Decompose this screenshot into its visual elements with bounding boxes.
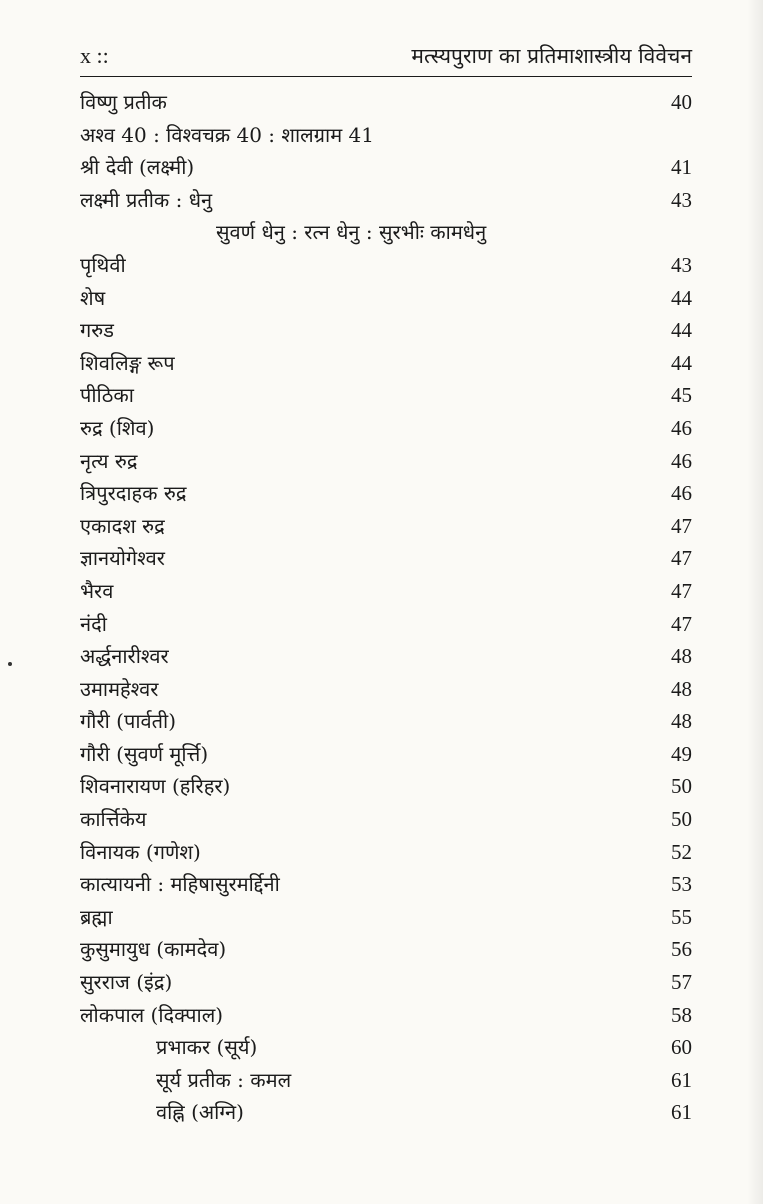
toc-entry-title: एकादश रुद्र [80,513,165,538]
toc-entry-title: शिवलिङ्ग रूप [80,350,175,375]
toc-entry-title: सुवर्ण धेनु : रत्न धेनु : सुरभीः कामधेनु [216,220,487,245]
toc-entry-page: 47 [671,513,692,538]
toc-entry-title: ज्ञानयोगेश्वर [80,546,165,571]
toc-entry [80,314,692,347]
toc-entry-title: नंदी [80,611,107,636]
toc-entry-title: कात्यायनी : महिषासुरमर्द्दिनी [80,872,280,897]
toc-entry-page: 55 [671,904,692,929]
page-edge-shadow [747,0,763,1204]
toc-entry-page: 46 [671,415,692,440]
toc-entry-title: विनायक (गणेश) [80,839,201,864]
toc-entry-title: अर्द्धनारीश्वर [80,644,169,669]
toc-entry-page: 50 [671,774,692,799]
toc-entry-title: शिवनारायण (हरिहर) [80,774,231,799]
running-title: मत्स्यपुराण का प्रतिमाशास्त्रीय विवेचन [411,44,692,68]
toc-entry-page: 44 [671,350,692,375]
toc-entry [80,868,692,901]
toc-entry [80,1031,692,1064]
toc-entry-page: 48 [671,644,692,669]
toc-entry-page: 49 [671,741,692,766]
toc-entry [80,184,692,217]
toc-entry [80,640,692,673]
toc-entry [80,608,692,641]
toc-entry-title: विष्णु प्रतीक [80,90,167,114]
toc-entry-page: 48 [671,676,692,701]
page-header [80,40,692,77]
toc-entry-title: प्रभाकर (सूर्य) [156,1035,258,1060]
toc-entry-page: 47 [671,578,692,603]
toc-entry [80,999,692,1032]
toc-entry-title: उमामहेश्वर [80,676,159,701]
toc-entry-page: 47 [671,546,692,571]
toc-entry-title: शेष [80,285,106,310]
toc-entry-title: कार्त्तिकेय [80,807,147,832]
toc-entry-page: 50 [671,807,692,832]
toc-entry-title: पीठिका [80,383,134,408]
toc-entry-page: 46 [671,448,692,473]
toc-entry-title: गौरी (सुवर्ण मूर्त्ति) [80,741,209,766]
toc-entry [80,119,692,152]
toc-entry [80,249,692,282]
toc-entry-title: त्रिपुरदाहक रुद्र [80,481,187,506]
toc-entry [80,151,692,184]
toc-entry-page: 44 [671,318,692,343]
toc-entry-title: लक्ष्मी प्रतीक : धेनु [80,187,213,212]
toc-entry-title: पृथिवी [80,252,126,277]
toc-entry-page: 57 [671,970,692,995]
toc-entry-title: श्री देवी (लक्ष्मी) [80,155,195,180]
toc-entry [80,412,692,445]
toc-entry-page: 43 [671,187,692,212]
toc-entry [80,1096,692,1129]
toc-entry-title: लोकपाल (दिक्पाल) [80,1002,224,1027]
toc-entry-page: 47 [671,611,692,636]
toc-entry [80,216,692,249]
toc-entry-page: 46 [671,481,692,506]
toc-entry [80,901,692,934]
toc-entry-page: 56 [671,937,692,962]
toc-entry-page: 60 [671,1035,692,1060]
toc-entry [80,738,692,771]
stray-ink-dot [8,662,12,666]
toc-entry [80,445,692,478]
toc-entry [80,86,692,119]
toc-entry-title: सुरराज (इंद्र) [80,970,173,995]
toc-entry [80,966,692,999]
table-of-contents [80,86,692,1129]
toc-entry [80,510,692,543]
toc-entry [80,542,692,575]
toc-entry-title: वह्नि (अग्नि) [156,1100,244,1125]
toc-entry [80,477,692,510]
toc-entry-page: 58 [671,1002,692,1027]
toc-entry [80,673,692,706]
toc-entry-page: 40 [671,90,692,114]
toc-entry-title: नृत्य रुद्र [80,448,138,473]
toc-entry [80,282,692,315]
toc-entry-page: 53 [671,872,692,897]
toc-entry-title: गरुड [80,318,114,343]
toc-entry [80,803,692,836]
toc-entry-page: 44 [671,285,692,310]
toc-entry [80,1064,692,1097]
toc-entry-title: रुद्र (शिव) [80,415,155,440]
toc-entry-page: 41 [671,155,692,180]
toc-entry-title: सूर्य प्रतीक : कमल [156,1067,292,1092]
toc-entry [80,836,692,869]
toc-entry-title: कुसुमायुध (कामदेव) [80,937,227,962]
toc-entry-page: 61 [671,1100,692,1125]
toc-entry-page: 43 [671,252,692,277]
toc-entry [80,347,692,380]
toc-entry-page: 61 [671,1067,692,1092]
page-folio: x :: [80,43,109,68]
toc-entry [80,933,692,966]
toc-entry-title: गौरी (पार्वती) [80,709,177,734]
toc-entry-page: 48 [671,709,692,734]
toc-entry [80,575,692,608]
toc-entry-title: ब्रह्मा [80,904,113,929]
toc-entry-page: 45 [671,383,692,408]
toc-entry-title: भैरव [80,578,114,603]
toc-entry-page: 52 [671,839,692,864]
toc-entry [80,770,692,803]
toc-entry [80,705,692,738]
toc-entry-title: अश्व 40 : विश्वचक्र 40 : शालग्राम 41 [80,122,374,147]
toc-entry [80,379,692,412]
